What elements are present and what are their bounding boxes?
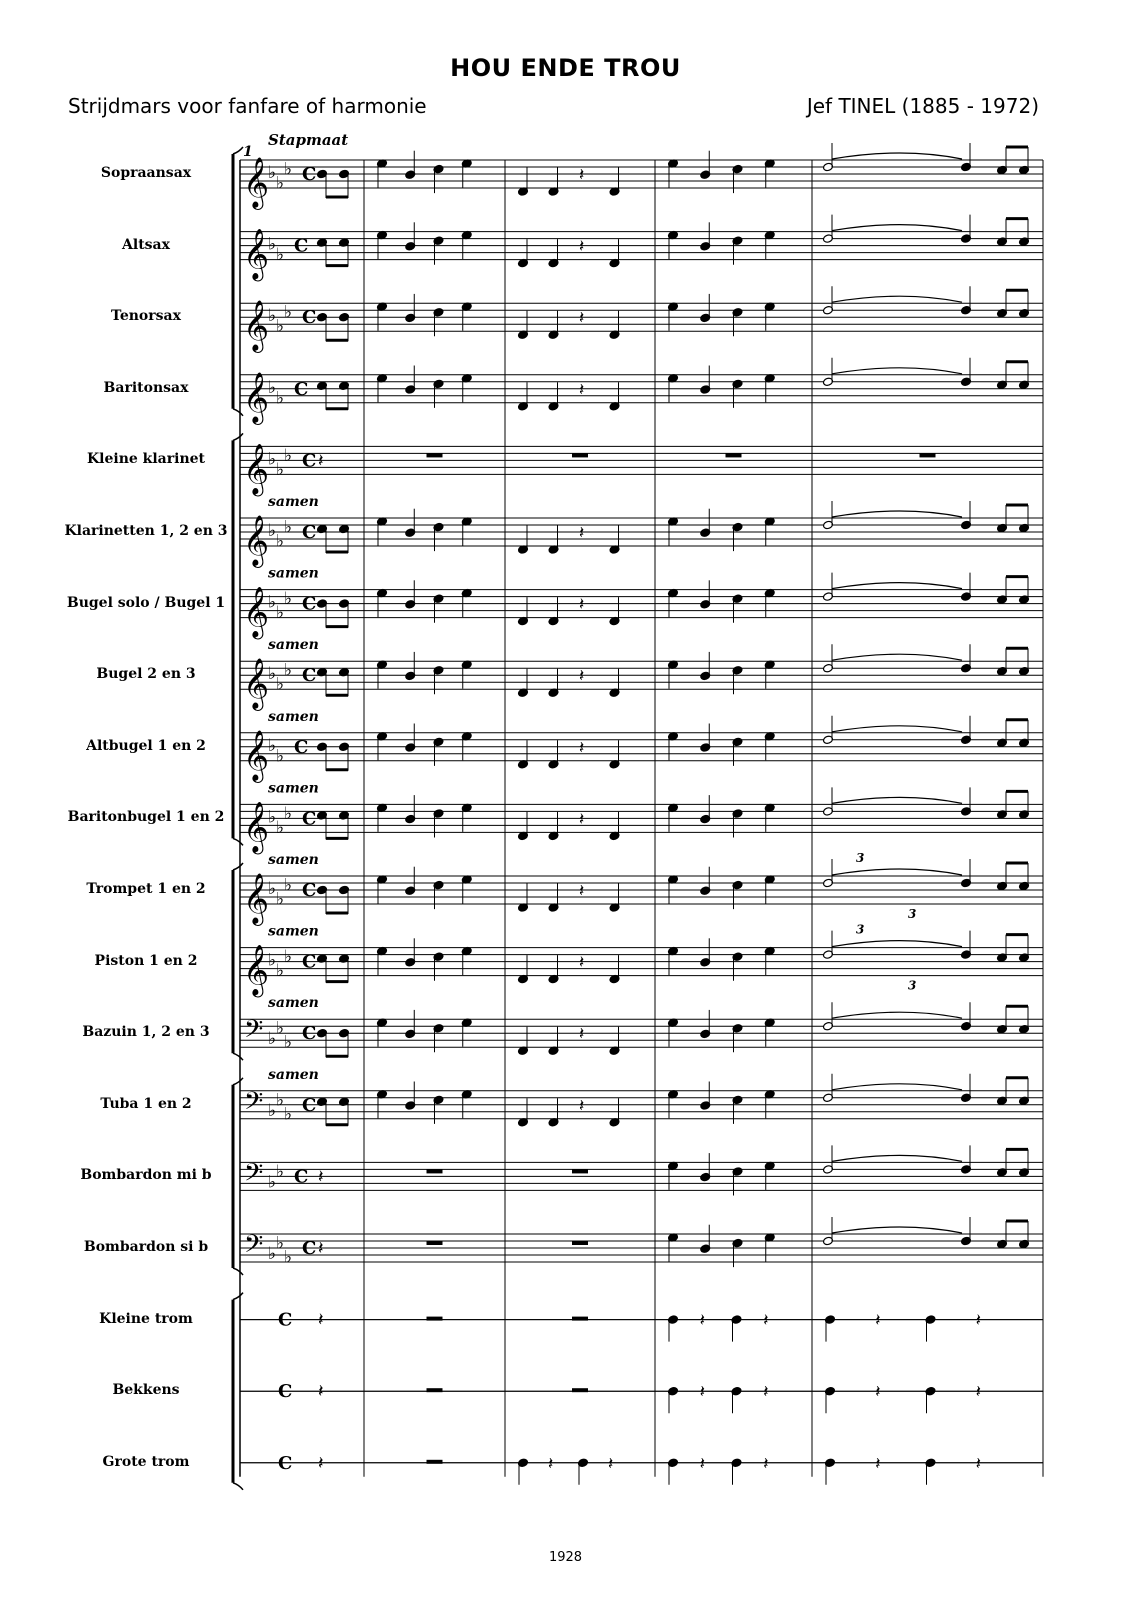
bracket-hook [233,1483,243,1490]
bracket-hook [233,1078,243,1085]
treble-clef: 𝄞 [243,157,270,208]
quarter-rest: 𝄽 [318,450,324,472]
tie [832,225,962,231]
whole-rest [572,453,588,457]
flat-sign: ♭ [268,163,277,183]
time-signature: C [294,736,309,758]
time-signature: C [294,1166,309,1188]
part-label: Bombardon mi b [80,1167,212,1184]
part-label: Piston 1 en 2 [94,952,198,969]
quarter-rest: 𝄽 [875,1382,881,1403]
whole-rest [572,1241,588,1245]
tie [832,797,962,803]
flat-sign: ♭ [276,173,285,194]
unison-marking: samen [268,494,319,510]
whole-rest [427,1169,443,1173]
tie [832,1155,962,1161]
tempo-marking: Stapmaat [268,131,349,149]
quarter-rest: 𝄽 [579,1095,585,1116]
time-signature: C [302,307,317,329]
part-label: Bugel 2 en 3 [96,666,196,683]
whole-rest [427,1388,443,1392]
tie [832,153,962,159]
bracket-hook [233,433,243,440]
part-label: Tuba 1 en 2 [100,1095,192,1112]
measure-number: 1 [243,144,253,160]
flat-sign: ♭ [284,1104,293,1125]
score-title: HOU ENDE TROU [450,54,681,82]
treble-clef: 𝄞 [243,515,270,566]
treble-clef: 𝄞 [243,371,270,423]
flat-sign: ♭ [276,245,285,266]
part-label: Grote trom [102,1453,190,1470]
flat-sign: ♭ [276,459,285,480]
time-signature: C [302,808,317,830]
quarter-rest: 𝄽 [579,594,585,615]
quarter-rest: 𝄽 [579,737,585,758]
unison-marking: samen [268,637,319,654]
quarter-rest: 𝄽 [763,1310,769,1331]
composer-credit: Jef TINEL (1885 - 1972) [806,94,1039,118]
part-label: Bekkens [112,1382,180,1399]
flat-sign: ♭ [268,879,277,899]
flat-sign: ♭ [284,302,293,323]
time-signature: C [278,1381,293,1403]
quarter-rest: 𝄽 [699,1382,705,1403]
part-label: Trompet 1 en 2 [86,881,206,897]
time-signature: C [302,951,317,973]
treble-clef: 𝄞 [243,300,270,352]
whole-rest [572,1169,588,1173]
quarter-rest: 𝄽 [318,1309,324,1331]
flat-sign: ♭ [276,961,285,982]
flat-sign: ♭ [276,1018,285,1039]
time-signature: C [294,378,309,400]
time-signature: C [302,450,317,472]
quarter-rest: 𝄽 [318,1452,324,1474]
flat-sign: ♭ [268,592,277,613]
tie [832,726,962,732]
treble-clef: 𝄞 [243,873,270,924]
time-signature: C [302,522,317,543]
triplet-number: 3 [908,907,917,921]
flat-sign: ♭ [268,377,277,398]
part-label: Bombardon si b [83,1239,209,1255]
part-label: Baritonbugel 1 en 2 [67,809,225,826]
quarter-rest: 𝄽 [579,308,585,329]
page-number: 1928 [548,1550,583,1565]
flat-sign: ♭ [276,531,285,552]
flat-sign: ♭ [268,950,277,971]
quarter-rest: 𝄽 [975,1382,981,1403]
time-signature: C [302,164,317,185]
flat-sign: ♭ [268,521,277,541]
time-signature: C [302,1094,317,1116]
unison-marking: samen [268,852,319,868]
tie [832,654,962,660]
flat-sign: ♭ [284,1032,293,1053]
whole-rest [920,453,936,457]
whole-rest [572,1388,588,1392]
tie [832,941,962,947]
unison-marking: samen [268,995,319,1012]
quarter-rest: 𝄽 [579,379,585,400]
quarter-rest: 𝄽 [763,1382,769,1403]
quarter-rest: 𝄽 [975,1453,981,1474]
tie [832,583,962,589]
quarter-rest: 𝄽 [318,1381,324,1403]
treble-clef: 𝄞 [243,658,270,710]
bass-clef: 𝄢 [244,1086,264,1122]
bracket-hook [233,863,243,870]
tie [832,1227,962,1233]
quarter-rest: 𝄽 [579,666,585,687]
treble-clef: 𝄞 [243,228,270,280]
flat-sign: ♭ [284,159,293,180]
tie [832,1012,962,1018]
time-signature: C [302,593,317,615]
quarter-rest: 𝄽 [548,1453,554,1474]
part-label: Klarinetten 1, 2 en 3 [64,523,228,539]
flat-sign: ♭ [268,449,277,470]
time-signature: C [302,1238,317,1259]
bracket-hook [233,1053,243,1060]
flat-sign: ♭ [268,1100,277,1121]
bass-clef: 𝄢 [244,1230,264,1265]
flat-sign: ♭ [284,1247,293,1268]
tie [832,511,962,517]
part-label: Kleine trom [99,1310,193,1327]
quarter-rest: 𝄽 [975,1310,981,1331]
bracket-hook [233,1268,243,1275]
time-signature: C [294,235,309,257]
treble-clef: 𝄞 [243,443,270,495]
part-label: Altbugel 1 en 2 [86,737,206,754]
quarter-rest: 𝄽 [763,1453,769,1474]
quarter-rest: 𝄽 [875,1310,881,1331]
quarter-rest: 𝄽 [579,1024,585,1045]
part-label: Tenorsax [111,308,181,325]
bass-clef: 𝄢 [244,1015,264,1051]
part-label: Altsax [122,236,170,253]
quarter-rest: 𝄽 [318,1166,324,1188]
flat-sign: ♭ [268,1172,277,1193]
triplet-number: 3 [856,922,865,937]
flat-sign: ♭ [268,1244,277,1264]
bass-clef: 𝄢 [244,1158,264,1194]
flat-sign: ♭ [268,735,277,756]
flat-sign: ♭ [276,817,285,838]
flat-sign: ♭ [276,388,285,409]
whole-rest [726,453,742,457]
flat-sign: ♭ [276,889,285,910]
flat-sign: ♭ [268,234,277,255]
flat-sign: ♭ [276,603,285,624]
time-signature: C [278,1452,293,1474]
unison-marking: samen [268,1066,319,1083]
flat-sign: ♭ [268,807,277,828]
quarter-rest: 𝄽 [318,1238,324,1259]
time-signature: C [302,1023,317,1045]
flat-sign: ♭ [284,517,293,538]
tie [832,869,962,875]
flat-sign: ♭ [284,445,293,466]
flat-sign: ♭ [276,674,285,695]
quarter-rest: 𝄽 [579,809,585,830]
bracket-hook [233,838,243,845]
flat-sign: ♭ [284,589,293,610]
unison-marking: samen [268,708,319,725]
part-label: Bugel solo / Bugel 1 [66,594,226,611]
flat-sign: ♭ [276,1090,285,1111]
flat-sign: ♭ [284,803,293,824]
tie [832,368,962,374]
part-label: Sopraansax [100,165,192,181]
quarter-rest: 𝄽 [579,523,585,543]
flat-sign: ♭ [276,1233,285,1254]
quarter-rest: 𝄽 [579,165,585,185]
treble-clef: 𝄞 [243,801,270,853]
quarter-rest: 𝄽 [579,236,585,257]
flat-sign: ♭ [268,306,277,327]
triplet-number: 3 [856,851,865,865]
bracket-hook [233,147,243,154]
time-signature: C [278,1309,293,1331]
flat-sign: ♭ [276,316,285,337]
whole-rest [427,1460,443,1464]
quarter-rest: 𝄽 [875,1453,881,1474]
whole-rest [427,1241,443,1245]
flat-sign: ♭ [276,746,285,767]
part-label: Bazuin 1, 2 en 3 [82,1024,210,1041]
part-label: Kleine klarinet [86,451,205,468]
flat-sign: ♭ [284,947,293,968]
tie [832,296,962,302]
whole-rest [427,1317,443,1321]
time-signature: C [302,665,317,687]
flat-sign: ♭ [284,660,293,681]
tie [832,1084,962,1090]
part-label: Baritonsax [103,379,189,396]
quarter-rest: 𝄽 [699,1310,705,1331]
quarter-rest: 𝄽 [699,1453,705,1474]
whole-rest [572,1317,588,1321]
treble-clef: 𝄞 [243,586,270,638]
flat-sign: ♭ [268,664,277,685]
flat-sign: ♭ [276,1161,285,1182]
time-signature: C [302,880,317,901]
score-subtitle: Strijdmars voor fanfare of harmonie [68,94,427,118]
quarter-rest: 𝄽 [579,881,585,901]
bracket-hook [233,1293,243,1300]
whole-rest [427,453,443,457]
unison-marking: samen [268,923,319,940]
unison-marking: samen [268,780,319,797]
treble-clef: 𝄞 [243,944,270,996]
treble-clef: 𝄞 [243,729,270,781]
flat-sign: ♭ [284,875,293,896]
quarter-rest: 𝄽 [608,1453,614,1474]
unison-marking: samen [268,565,319,582]
flat-sign: ♭ [268,1029,277,1050]
quarter-rest: 𝄽 [579,952,585,973]
bracket-hook [233,409,243,416]
triplet-number: 3 [908,978,917,993]
